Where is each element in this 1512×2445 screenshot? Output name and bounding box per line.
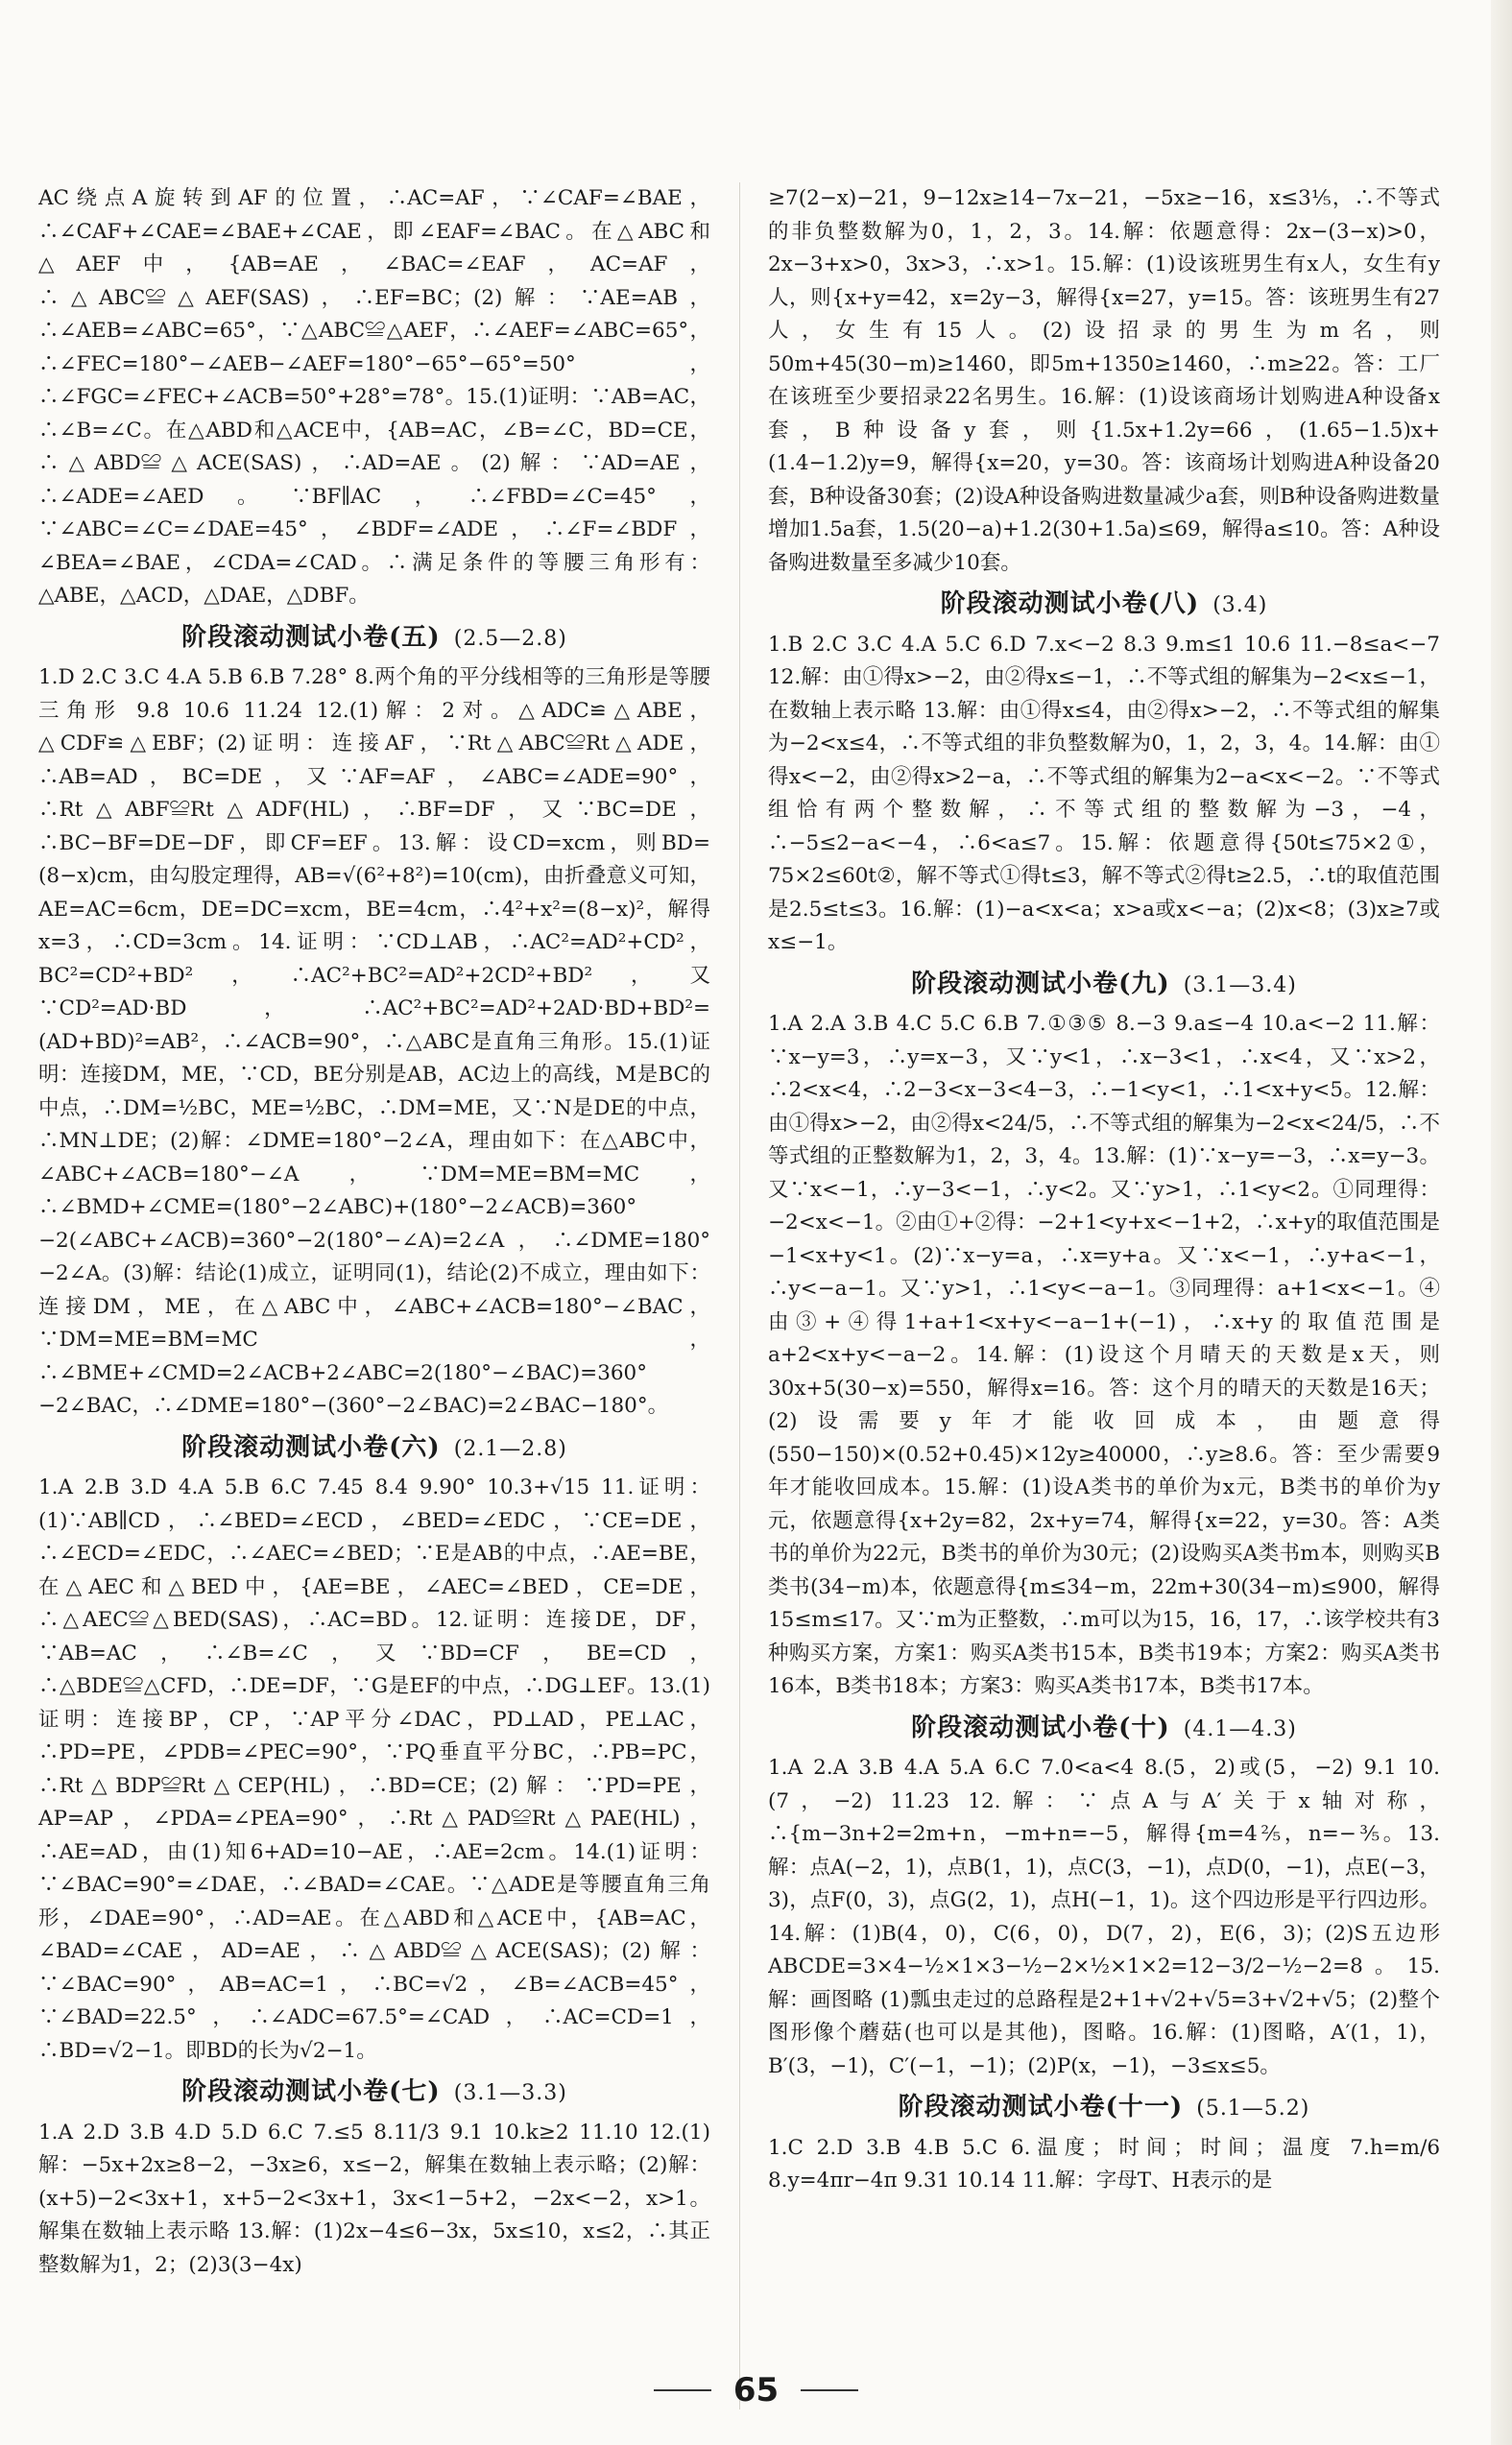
answer-paragraph: 1.C 2.D 3.B 4.B 5.C 6.温度；时间；时间；温度 7.h=m/6 8.y=4πr−4π 9.31 10.14 11.解：字母T、H表示的是 (768, 2135, 1440, 2193)
footer-dash-right (801, 2389, 858, 2391)
answer-paragraph: ≥7(2−x)−21，9−12x≥14−7x−21，−5x≥−16，x≤3⅕，∴不等式的非负整数解为0，1，2，3。14.解：依题意得：2x−(3−x)>0，2x−3+x>0，3x>3，∴x>1。15.解：(1)设该班男生有x人，女生有y人，则{x+y=42，x=2y−3，解得{x=27，y=15。答：该班男生有27人，女生有15人。(2)设招录的男生为m名，则50m+45(30−m)≥1460，即5m+1350≥1460，∴m≥22。答：工厂在该班至少要招录22名男生。16.解：(1)设该商场计划购进A种设备x套，B种设备y套，则{1.5x+1.2y=66，(1.65−1.5)x+(1.4−1.2)y=9，解得{x=20，y=30。答：该商场计划购进A种设备20套，B种设备30套；(2)设A种设备购进数量减少a套，则B种设备购进数量增加1.5a套，1.5(20−a)+1.2(30+1.5a)≤69，解得a≤10。答：A种设备购进数量至多减少10套。 (768, 186, 1440, 575)
answer-paragraph: 1.B 2.C 3.C 4.A 5.C 6.D 7.x<−2 8.3 9.m≤1 10.6 11.−8≤a<−7 12.解：由①得x>−2，由②得x≤−1，∴不等式组的解集为−2<x≤−1，在数轴上表示略 13.解：由①得x≤4，由②得x>−2，∴不等式组的解集为−2<x≤4，∴不等式组的非负整数解为0，1，2，3，4。14.解：由①得x<−2，由②得x>2−a，∴不等式组的解集为2−a<x<−2。∵不等式组恰有两个整数解，∴不等式组的整数解为−3，−4，∴−5≤2−a<−4，∴6<a≤7。15.解：依题意得{50t≤75×2①，75×2≤60t②，解不等式①得t≤3，解不等式②得t≥2.5，∴t的取值范围是2.5≤t≤3。16.解：(1)−a<x<a；x>a或x<−a；(2)x<8；(3)x≥7或x≤−1。 (768, 632, 1440, 954)
section-range: (5.1—5.2) (1196, 2097, 1310, 2121)
answer-paragraph: 1.A 2.A 3.B 4.A 5.A 6.C 7.0<a<4 8.(5，2)或(5，−2) 9.1 10.(7，−2) 11.23 12.解：∵点A与A′关于x轴对称，∴{m−3n+2=2m+n，−m+n=−5，解得{m=4⅖，n=−⅗。13.解：点A(−2，1)，点B(1，1)，点C(3，−1)，点D(0，−1)，点E(−3，3)，点F(0，3)，点G(2，1)，点H(−1，1)。这个四边形是平行四边形。14.解：(1)B(4，0)，C(6，0)，D(7，2)，E(6，3)；(2)S五边形ABCDE=3×4−½×1×3−½−2×½×1×2=12−3/2−½−2=8。15.解：画图略 (1)瓢虫走过的总路程是2+1+√2+√5=3+√2+√5；(2)整个图形像个蘑菇(也可以是其他)，图略。16.解：(1)图略，A′(1，1)，B′(3，−1)，C′(−1，−1)；(2)P(x，−1)，−3≤x≤5。 (768, 1756, 1440, 2078)
answer-paragraph: 1.A 2.A 3.B 4.C 5.C 6.B 7.①③⑤ 8.−3 9.a≤−4 10.a<−2 11.解：∵x−y=3，∴y=x−3，又∵y<1，∴x−3<1，∴x<4，又∵x>2，∴2<x<4，∴2−3<x−3<4−3，∴−1<y<1，∴1<x+y<5。12.解：由①得x>−2，由②得x<24/5，∴不等式组的解集为−2<x<24/5，∴不等式组的正整数解为1，2，3，4。13.解：(1)∵x−y=−3，∴x=y−3。又∵x<−1，∴y−3<−1，∴y<2。又∵y>1，∴1<y<2。①同理得：−2<x<−1。②由①+②得：−2+1<y+x<−1+2，∴x+y的取值范围是−1<x+y<1。(2)∵x−y=a，∴x=y+a。又∵x<−1，∴y+a<−1，∴y<−a−1。又∵y>1，∴1<y<−a−1。③同理得：a+1<x<−1。④由③+④得1+a+1<x+y<−a−1+(−1)，∴x+y的取值范围是a+2<x+y<−a−2。14.解：(1)设这个月晴天的天数是x天，则30x+5(30−x)=550，解得x=16。答：这个月的晴天的天数是16天；(2)设需要y年才能收回成本，由题意得(550−150)×(0.52+0.45)×12y≥40000，∴y≥8.6。答：至少需要9年才能收回成本。15.解：(1)设A类书的单价为x元，B类书的单价为y元，依题意得{x+2y=82，2x+y=74，解得{x=22，y=30。答：A类书的单价为22元，B类书的单价为30元；(2)设购买A类书m本，则购买B类书(34−m)本，依题意得{m≤34−m，22m+30(34−m)≤900，解得15≤m≤17。又∵m为正整数，∴m可以为15，16，17，∴该学校共有3种购买方案，方案1：购买A类书15本，B类书19本；方案2：购买A类书16本，B类书18本；方案3：购买A类书17本，B类书17本。 (768, 1012, 1440, 1698)
left-column (38, 182, 710, 2409)
section-heading (38, 2075, 710, 2111)
section-title: 阶段滚动测试小卷(八) (940, 589, 1200, 618)
answer-paragraph: AC绕点A旋转到AF的位置，∴AC=AF，∵∠CAF=∠BAE，∴∠CAF+∠CAE=∠BAE+∠CAE，即∠EAF=∠BAC。在△ABC和△AEF中，{AB=AE，∠BAC=∠EAF，AC=AF，∴△ABC≌△AEF(SAS)，∴EF=BC；(2)解：∵AE=AB，∴∠AEB=∠ABC=65°，∵△ABC≌△AEF，∴∠AEF=∠ABC=65°，∴∠FEC=180°−∠AEB−∠AEF=180°−65°−65°=50°，∴∠FGC=∠FEC+∠ACB=50°+28°=78°。15.(1)证明：∵AB=AC，∴∠B=∠C。在△ABD和△ACE中，{AB=AC，∠B=∠C，BD=CE，∴△ABD≌△ACE(SAS)，∴AD=AE。(2)解：∵AD=AE，∴∠ADE=∠AED。∵BF∥AC，∴∠FBD=∠C=45°，∵∠ABC=∠C=∠DAE=45°，∠BDF=∠ADE，∴∠F=∠BDF，∠BEA=∠BAE，∠CDA=∠CAD。∴满足条件的等腰三角形有：△ABE，△ACD，△DAE，△DBF。 (38, 186, 710, 608)
section-title: 阶段滚动测试小卷(十一) (898, 2093, 1184, 2121)
section-title: 阶段滚动测试小卷(九) (911, 969, 1170, 998)
section-range: (3.4) (1212, 593, 1268, 617)
answer-paragraph: 1.A 2.D 3.B 4.D 5.D 6.C 7.≤5 8.11/3 9.1 10.k≥2 11.10 12.(1)解：−5x+2x≥8−2，−3x≥6，x≤−2，解集在数轴上表示略；(2)解：(x+5)−2<3x+1，x+5−2<3x+1，3x<1−5+2，−2x<−2，x>1。解集在数轴上表示略 13.解：(1)2x−4≤6−3x，5x≤10，x≤2，∴其正整数解为1，2；(2)3(3−4x) (38, 2120, 710, 2277)
section-range: (3.1—3.4) (1183, 972, 1297, 997)
section-range: (3.1—3.3) (453, 2081, 567, 2105)
section-title: 阶段滚动测试小卷(六) (181, 1432, 441, 1462)
section-range: (2.5—2.8) (453, 626, 567, 651)
section-title: 阶段滚动测试小卷(五) (181, 622, 441, 652)
section-heading (38, 621, 710, 657)
page-footer (0, 2371, 1512, 2409)
right-column (768, 182, 1440, 2409)
section-heading (768, 968, 1440, 1003)
section-heading (38, 1431, 710, 1467)
answer-paragraph: 1.D 2.C 3.C 4.A 5.B 6.B 7.28° 8.两个角的平分线相等的三角形是等腰三角形 9.8 10.6 11.24 12.(1)解：2对。△ADC≌△ABE，△CDF≌△EBF；(2)证明：连接AF，∵Rt△ABC≌Rt△ADE，∴AB=AD，BC=DE，又∵AF=AF，∠ABC=∠ADE=90°，∴Rt△ABF≌Rt△ADF(HL)，∴BF=DF，又∵BC=DE，∴BC−BF=DE−DF，即CF=EF。13.解：设CD=xcm，则BD=(8−x)cm，由勾股定理得，AB=√(6²+8²)=10(cm)，由折叠意义可知，AE=AC=6cm，DE=DC=xcm，BE=4cm，∴4²+x²=(8−x)²，解得x=3，∴CD=3cm。14.证明：∵CD⊥AB，∴AC²=AD²+CD²，BC²=CD²+BD²，∴AC²+BC²=AD²+2CD²+BD²，又∵CD²=AD·BD，∴AC²+BC²=AD²+2AD·BD+BD²=(AD+BD)²=AB²，∴∠ACB=90°，∴△ABC是直角三角形。15.(1)证明：连接DM，ME，∵CD，BE分别是AB，AC边上的高线，M是BC的中点，∴DM=½BC，ME=½BC，∴DM=ME，又∵N是DE的中点，∴MN⊥DE；(2)解：∠DME=180°−2∠A，理由如下：在△ABC中，∠ABC+∠ACB=180°−∠A，∵DM=ME=BM=MC，∴∠BMD+∠CME=(180°−2∠ABC)+(180°−2∠ACB)=360°−2(∠ABC+∠ACB)=360°−2(180°−∠A)=2∠A，∴∠DME=180°−2∠A。(3)解：结论(1)成立，证明同(1)，结论(2)不成立，理由如下：连接DM，ME，在△ABC中，∠ABC+∠ACB=180°−∠BAC，∵DM=ME=BM=MC，∴∠BME+∠CMD=2∠ACB+2∠ABC=2(180°−∠BAC)=360°−2∠BAC，∴∠DME=180°−(360°−2∠BAC)=2∠BAC−180°。 (38, 665, 710, 1418)
footer-dash-left (654, 2389, 711, 2391)
section-title: 阶段滚动测试小卷(七) (181, 2077, 441, 2106)
section-title: 阶段滚动测试小卷(十) (911, 1713, 1170, 1742)
page-number: 65 (732, 2371, 780, 2409)
column-divider (739, 182, 740, 2409)
answer-paragraph: 1.A 2.B 3.D 4.A 5.B 6.C 7.45 8.4 9.90° 10.3+√15 11.证明：(1)∵AB∥CD，∴∠BED=∠ECD，∠BED=∠EDC，∵CE=DE，∴∠ECD=∠EDC，∴∠AEC=∠BED；∵E是AB的中点，∴AE=BE，在△AEC和△BED中，{AE=BE，∠AEC=∠BED，CE=DE，∴△AEC≌△BED(SAS)，∴AC=BD。12.证明：连接DE，DF，∵AB=AC，∴∠B=∠C，又∵BD=CF，BE=CD，∴△BDE≌△CFD，∴DE=DF，∵G是EF的中点，∴DG⊥EF。13.(1)证明：连接BP，CP，∵AP平分∠DAC，PD⊥AD，PE⊥AC，∴PD=PE，∠PDB=∠PEC=90°，∵PQ垂直平分BC，∴PB=PC，∴Rt△BDP≌Rt△CEP(HL)，∴BD=CE；(2)解：∵PD=PE，AP=AP，∠PDA=∠PEA=90°，∴Rt△PAD≌Rt△PAE(HL)，∴AE=AD，由(1)知6+AD=10−AE，∴AE=2cm。14.(1)证明：∵∠BAC=90°=∠DAE，∴∠BAD=∠CAE。∵△ADE是等腰直角三角形，∠DAE=90°，∴AD=AE。在△ABD和△ACE中，{AB=AC，∠BAD=∠CAE，AD=AE，∴△ABD≌△ACE(SAS)；(2)解：∵∠BAC=90°，AB=AC=1，∴BC=√2，∠B=∠ACB=45°，∵∠BAD=22.5°，∴∠ADC=67.5°=∠CAD，∴AC=CD=1，∴BD=√2−1。即BD的长为√2−1。 (38, 1475, 710, 2063)
section-heading (768, 2091, 1440, 2126)
section-heading (768, 1712, 1440, 1747)
section-heading (768, 587, 1440, 623)
page-edge-strip (1491, 0, 1512, 2445)
section-range: (2.1—2.8) (453, 1436, 567, 1461)
section-range: (4.1—4.3) (1183, 1716, 1297, 1741)
